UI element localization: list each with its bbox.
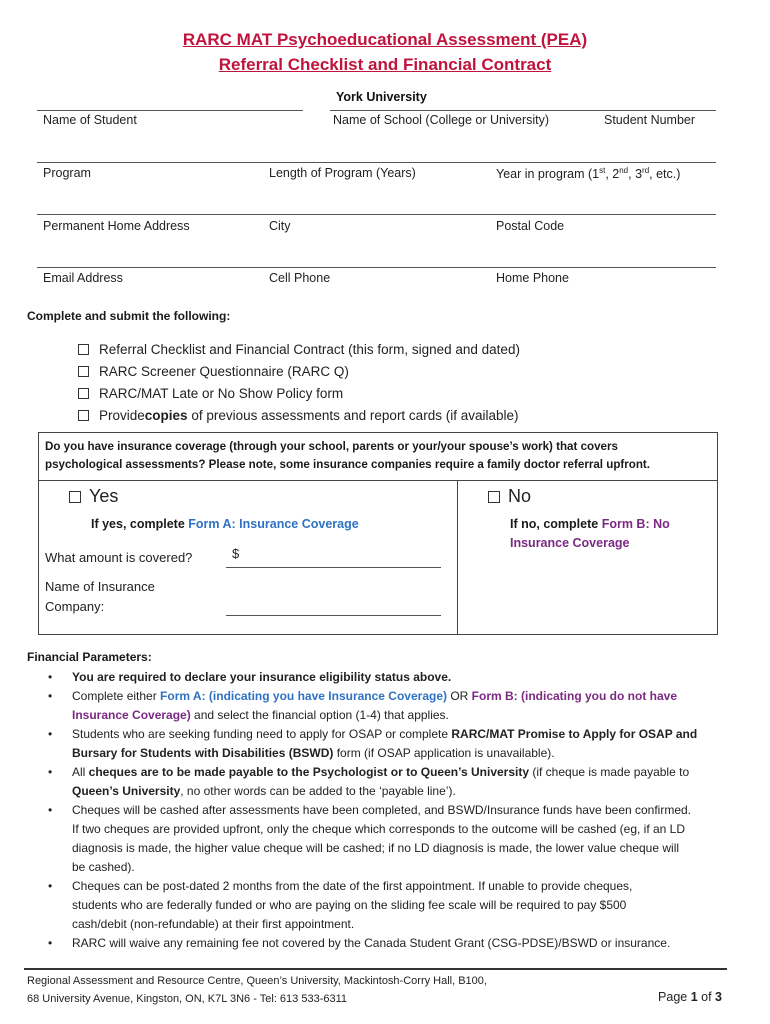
list-item: • All cheques are to be made payable to the Psychologist or to Queen’s University (if cheque is made payable to Queen’s University, no other words can be added to the ‘payable line’). [48, 765, 690, 798]
amount-covered-label: What amount is covered? [45, 550, 193, 565]
school-label: Name of School (College or University) [333, 113, 550, 127]
page-number: Page 1 of 3 [658, 990, 722, 1004]
program-line[interactable] [37, 162, 716, 163]
list-item: • Students who are seeking funding need to apply for OSAP or complete RARC/MAT Promise to Apply for OSAP and Bursary for Students with Disabilities (BSWD) form (if OSAP application is unavailable). [48, 727, 698, 760]
financial-heading: Financial Parameters: [27, 650, 152, 664]
complete-heading: Complete and submit the following: [27, 309, 231, 323]
checkbox-icon[interactable] [78, 366, 89, 377]
page-subtitle: Referral Checklist and Financial Contract [218, 55, 552, 74]
checklist-item[interactable]: Referral Checklist and Financial Contract (this form, signed and dated) [78, 338, 520, 360]
footer-divider [24, 968, 727, 970]
yes-instructions: If yes, complete Form A: Insurance Coverage [91, 517, 359, 531]
list-item: • RARC will waive any remaining fee not covered by the Canada Student Grant (CSG-PDSE)/BSWD or insurance. [48, 936, 671, 950]
no-instructions: If no, complete Form B: No Insurance Coverage [510, 517, 670, 550]
checkbox-icon[interactable] [69, 491, 81, 503]
postal-code-label: Postal Code [496, 219, 565, 233]
city-label: City [269, 219, 291, 233]
insurance-company-label: Name of Insurance Company: [45, 579, 155, 614]
student-number-label: Student Number [604, 113, 696, 127]
form-b-link[interactable]: Form B: No [601, 517, 670, 531]
insurance-company-input-line[interactable] [226, 615, 441, 616]
cell-phone-label: Cell Phone [269, 271, 331, 285]
insurance-question: Do you have insurance coverage (through your school, parents or your/your spouse’s work) that covers psychological assessments? Please note, some insurance companies require a family doctor referral upfront. [45, 440, 651, 471]
program-label: Program [43, 166, 91, 180]
checkbox-icon[interactable] [78, 388, 89, 399]
dollar-sign: $ [232, 546, 240, 561]
footer-address-line1: Regional Assessment and Resource Centre, Queen’s University, Mackintosh-Corry Hall, B100, [27, 975, 487, 987]
year-in-program-label: Year in program (1st, 2nd, 3rd, etc.) [496, 166, 681, 182]
page-title: RARC MAT Psychoeducational Assessment (PEA) [182, 30, 588, 49]
program-length-label: Length of Program (Years) [269, 166, 416, 180]
address-line[interactable] [37, 214, 716, 215]
list-item: • Cheques will be cashed after assessments have been completed, and BSWD/Insurance funds have been confirmed. If two cheques are provided upfront, only the cheque which corresponds to the outcome will be cashed (eg, if an LD diagnosis is made, the higher value cheque will be cashed; if no LD diagnosis is made, the lower value cheque will be cashed). [48, 803, 692, 874]
checkbox-icon[interactable] [488, 491, 500, 503]
form-a-link[interactable]: Form A: Insurance Coverage [188, 517, 359, 531]
insurance-no-option[interactable]: No [488, 486, 531, 507]
financial-list [46, 668, 726, 953]
list-item: • Complete either Form A: (indicating you have Insurance Coverage) OR Form B: (indicating you do not have Insurance Coverage) and select the financial option (1-4) that applies. [48, 689, 678, 722]
list-item: • You are required to declare your insurance eligibility status above. [48, 670, 452, 684]
checkbox-icon[interactable] [78, 410, 89, 421]
checklist-item[interactable]: Provide copies of previous assessments and report cards (if available) [78, 404, 520, 426]
student-name-label: Name of Student [43, 113, 137, 127]
school-value[interactable]: York University [336, 90, 427, 104]
checklist-item[interactable]: RARC/MAT Late or No Show Policy form [78, 382, 520, 404]
home-phone-label: Home Phone [496, 271, 569, 285]
checklist-item[interactable]: RARC Screener Questionnaire (RARC Q) [78, 360, 520, 382]
student-name-line[interactable] [37, 110, 303, 111]
contact-line[interactable] [37, 267, 716, 268]
checkbox-icon[interactable] [78, 344, 89, 355]
school-line[interactable] [330, 110, 716, 111]
email-label: Email Address [43, 271, 123, 285]
checklist [78, 338, 520, 426]
insurance-box [38, 432, 718, 635]
footer-address-line2: 68 University Avenue, Kingston, ON, K7L 3N6 - Tel: 613 533-6311 [27, 993, 348, 1005]
home-address-label: Permanent Home Address [43, 219, 190, 233]
list-item: • Cheques can be post-dated 2 months from the date of the first appointment. If unable to provide cheques, students who are federally funded or who are paying on the sliding fee scale will be required to pay $500 cash/debit (non-refundable) at their first appointment. [48, 879, 633, 931]
amount-input-line[interactable] [226, 567, 441, 568]
insurance-yes-option[interactable]: Yes [69, 486, 118, 507]
